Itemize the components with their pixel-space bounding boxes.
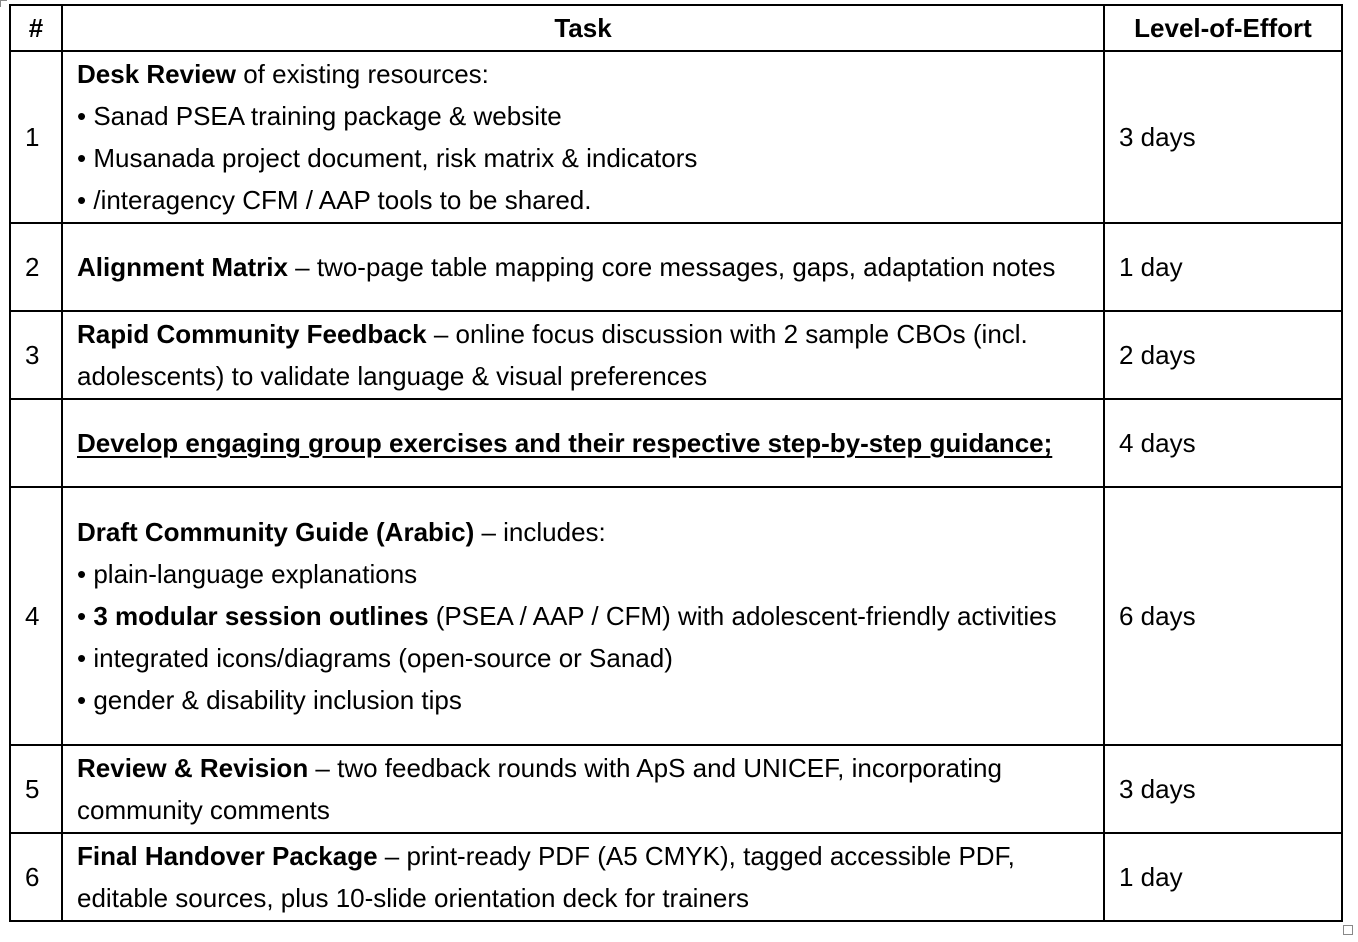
table-row: [10, 399, 1342, 487]
table-row: [10, 745, 1342, 833]
task-title: Develop engaging group exercises and their respective step-by-step guidance;: [77, 428, 1053, 458]
loe-cell: 6 days: [1104, 487, 1342, 745]
loe-cell: 3 days: [1104, 745, 1342, 833]
row-num: 3: [10, 311, 62, 399]
table-row: [10, 833, 1342, 921]
table-row: [10, 223, 1342, 311]
header-loe: Level-of-Effort: [1104, 5, 1342, 51]
task-table: [9, 4, 1343, 922]
page-corner-mark: [0, 0, 7, 7]
task-title: Draft Community Guide (Arabic): [77, 517, 475, 547]
task-cell: [62, 311, 1104, 399]
header-task: Task: [62, 5, 1104, 51]
bullet-item: [77, 679, 1093, 721]
bullet-item: [77, 595, 1093, 637]
bullet-item: [77, 637, 1093, 679]
loe-cell: 2 days: [1104, 311, 1342, 399]
bullet-text: Sanad PSEA training package & website: [93, 101, 562, 131]
loe-cell: 1 day: [1104, 223, 1342, 311]
bullet-glyph: •: [77, 143, 87, 173]
task-title-rest: – online focus discussion with 2 sample CBOs (incl. adolescents) to validate language & visual preferences: [77, 319, 1028, 391]
task-heading-line: [77, 246, 1093, 288]
task-cell: [62, 487, 1104, 745]
task-heading-line: [77, 747, 1093, 831]
table-resize-handle[interactable]: [1343, 925, 1353, 935]
bullet-text: integrated icons/diagrams (open-source or Sanad): [93, 643, 673, 673]
bullet-glyph: •: [77, 559, 87, 589]
loe-cell: 1 day: [1104, 833, 1342, 921]
bullet-text: plain-language explanations: [93, 559, 418, 589]
task-cell: [62, 833, 1104, 921]
header-num: #: [10, 5, 62, 51]
row-num: 2: [10, 223, 62, 311]
task-cell: [62, 223, 1104, 311]
bullet-glyph: •: [77, 101, 87, 131]
loe-cell: 3 days: [1104, 51, 1342, 223]
bullet-item: [77, 95, 1093, 137]
task-title: Alignment Matrix: [77, 252, 288, 282]
bullet-item: [77, 137, 1093, 179]
bullet-glyph: •: [77, 185, 87, 215]
header-row: [10, 5, 1342, 51]
task-cell: [62, 745, 1104, 833]
table-row: [10, 51, 1342, 223]
task-cell: [62, 399, 1104, 487]
row-num: 6: [10, 833, 62, 921]
loe-cell: 4 days: [1104, 399, 1342, 487]
task-title-rest: – two-page table mapping core messages, gaps, adaptation notes: [287, 252, 1056, 282]
table-row: [10, 487, 1342, 745]
bullet-item: [77, 179, 1093, 221]
bullet-text: Musanada project document, risk matrix & indicators: [93, 143, 698, 173]
task-title-rest: of existing resources:: [235, 59, 489, 89]
task-title: Rapid Community Feedback: [77, 319, 427, 349]
row-num: [10, 399, 62, 487]
bullet-glyph: •: [77, 643, 87, 673]
bullet-glyph: •: [77, 685, 87, 715]
table-row: [10, 311, 1342, 399]
bullet-text-bold: 3 modular session outlines: [93, 601, 429, 631]
task-heading-line: [77, 835, 1093, 919]
task-title-rest: – two feedback rounds with ApS and UNICEF, incorporating community comments: [77, 753, 1002, 825]
task-title: Review & Revision: [77, 753, 309, 783]
bullet-glyph: •: [77, 601, 87, 631]
task-title: Desk Review: [77, 59, 236, 89]
bullet-text: /interagency CFM / AAP tools to be shared.: [93, 185, 592, 215]
task-heading-line: [77, 313, 1093, 397]
row-num: 1: [10, 51, 62, 223]
task-cell: [62, 51, 1104, 223]
bullet-item: [77, 553, 1093, 595]
task-title-rest: – print-ready PDF (A5 CMYK), tagged accessible PDF, editable sources, plus 10-slide orientation deck for trainers: [77, 841, 1015, 913]
row-num: 4: [10, 487, 62, 745]
bullet-text: gender & disability inclusion tips: [93, 685, 462, 715]
task-heading-line: [77, 53, 1093, 95]
row-num: 5: [10, 745, 62, 833]
task-title-rest: – includes:: [474, 517, 606, 547]
task-heading-line: [77, 511, 1093, 553]
bullet-text: (PSEA / AAP / CFM) with adolescent-friendly activities: [428, 601, 1057, 631]
task-title: Final Handover Package: [77, 841, 378, 871]
